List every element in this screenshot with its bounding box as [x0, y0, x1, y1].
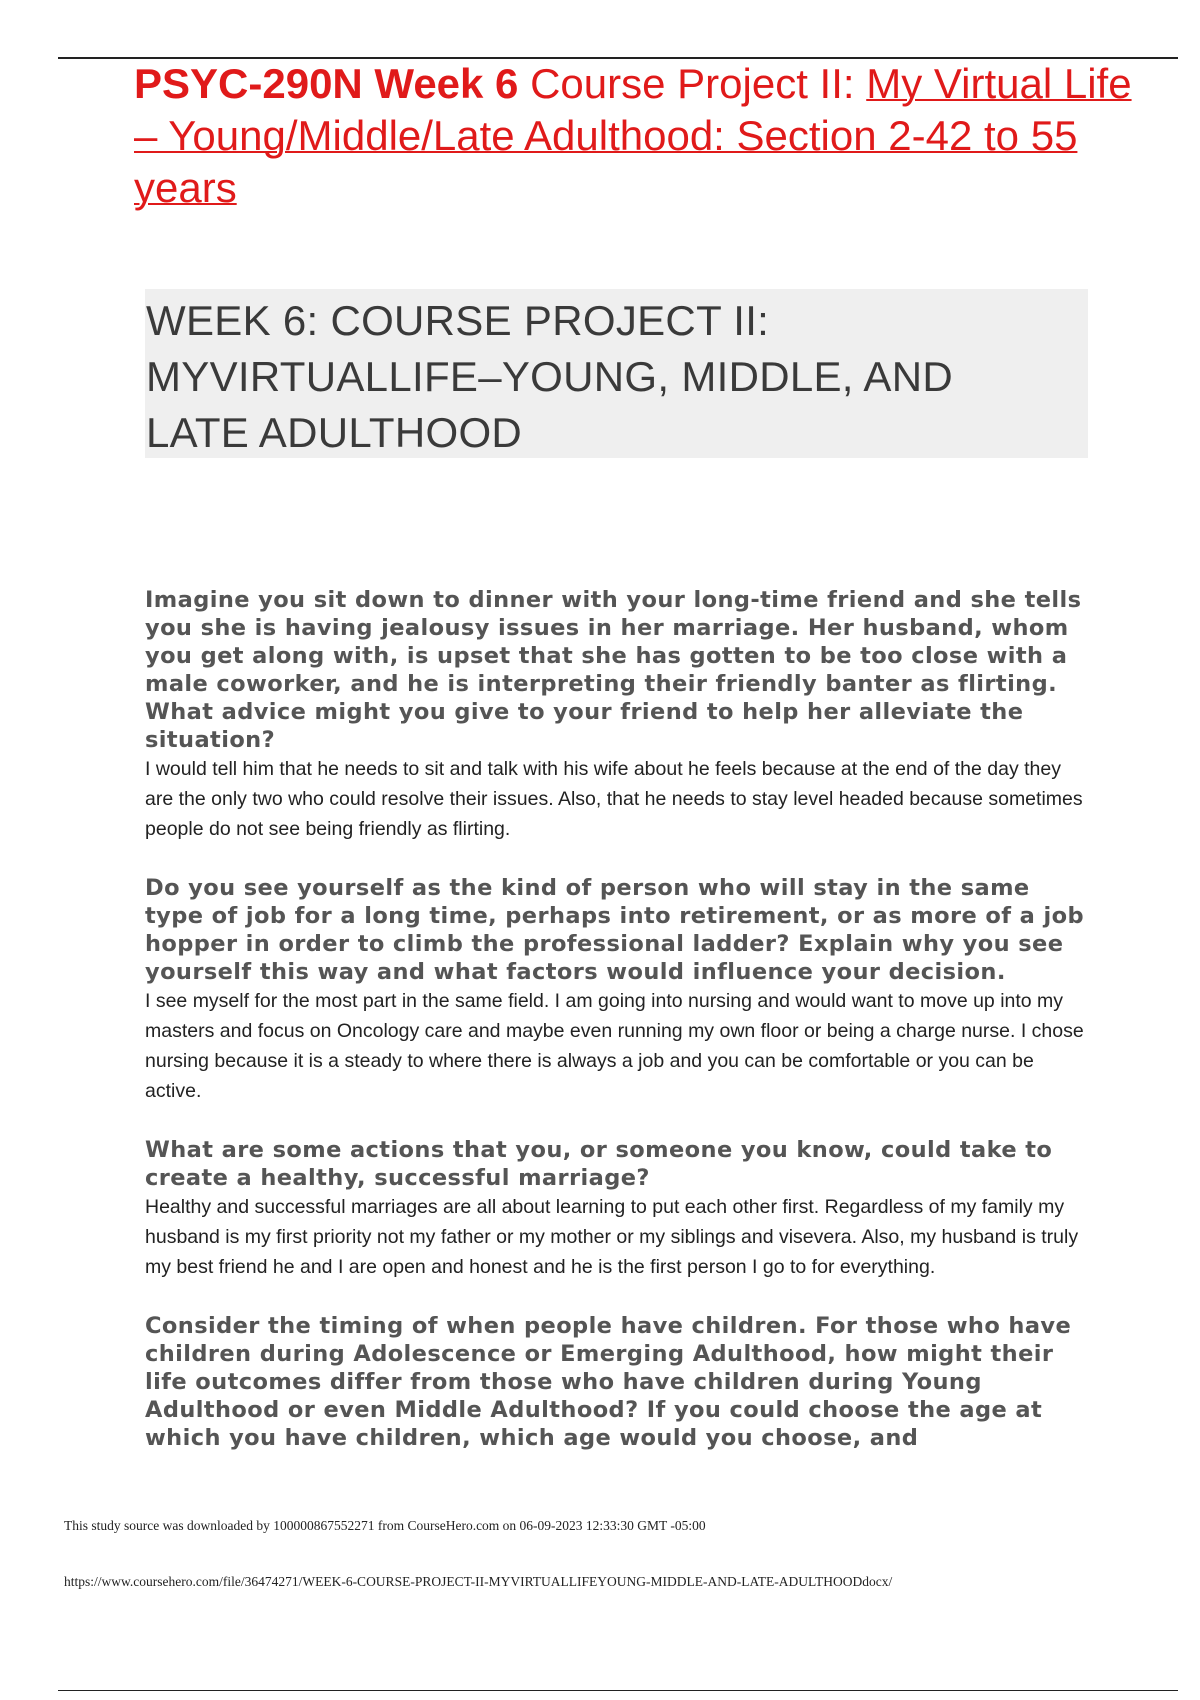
- answer-3: Healthy and successful marriages are all about learning to put each other first. Regardless of my family my husband is my first priority not my father or my mother or my siblings and visevera. Also, my husband is truly my best friend he and I are open and honest and he is the first person I go to for everything.: [145, 1196, 1079, 1278]
- question-1: Imagine you sit down to dinner with your long-time friend and she tells you she is having jealousy issues in her marriage. Her husband, whom you get along with, is upset that she has gotten to be too close with a male coworker, and he is interpreting their friendly banter as flirting. What advice might you give to your friend to help her alleviate the situation?: [145, 587, 1082, 753]
- download-notice: This study source was downloaded by 100000867552271 from CourseHero.com on 06-09-2023 12:33:30 GMT -05:00: [64, 1518, 706, 1533]
- banner-line: LATE ADULTHOOD: [146, 409, 523, 456]
- title-course-code: PSYC-290N Week 6: [134, 60, 519, 107]
- bottom-rule: [58, 1690, 1178, 1691]
- answer-2: I see myself for the most part in the same field. I am going into nursing and would want to move up into my masters and focus on Oncology care and maybe even running my own floor or being a charge nurse. I chose nursing because it is a steady to where there is always a job and you can be comfortable or you can be active.: [145, 990, 1084, 1102]
- document-title: [134, 58, 1134, 214]
- question-4: Consider the timing of when people have children. For those who have children during Adolescence or Emerging Adulthood, how might their life outcomes differ from those who have children during Young Adulthood or even Middle Adulthood? If you could choose the age at which you have children, which age would you choose, and: [145, 1313, 1072, 1451]
- question-2: Do you see yourself as the kind of person who will stay in the same type of job for a long time, perhaps into retirement, or as more of a job hopper in order to climb the professional ladder? Explain why you see yourself this way and what factors would influence your decision.: [145, 875, 1084, 985]
- section-banner: [145, 289, 1088, 458]
- answer-1: I would tell him that he needs to sit and talk with his wife about he feels because at the end of the day they are the only two who could resolve their issues. Also, that he needs to stay level headed because sometimes people do not see being friendly as flirting.: [145, 758, 1083, 840]
- source-url[interactable]: https://www.coursehero.com/file/36474271/WEEK-6-COURSE-PROJECT-II-MYVIRTUALLIFEYOUNG-MIDDLE-AND-LATE-ADULTHOODdocx/: [64, 1574, 893, 1589]
- banner-line: MYVIRTUALLIFE–YOUNG, MIDDLE, AND: [146, 353, 954, 400]
- banner-line: WEEK 6: COURSE PROJECT II:: [146, 297, 770, 344]
- question-3: What are some actions that you, or someone you know, could take to create a healthy, successful marriage?: [145, 1137, 1053, 1191]
- title-project: Course Project II:: [518, 60, 867, 107]
- qa-content: [145, 586, 1090, 1452]
- title-link[interactable]: My Virtual Life – Young/Middle/Late Adulthood: Section 2-42 to 55 years: [134, 60, 1132, 211]
